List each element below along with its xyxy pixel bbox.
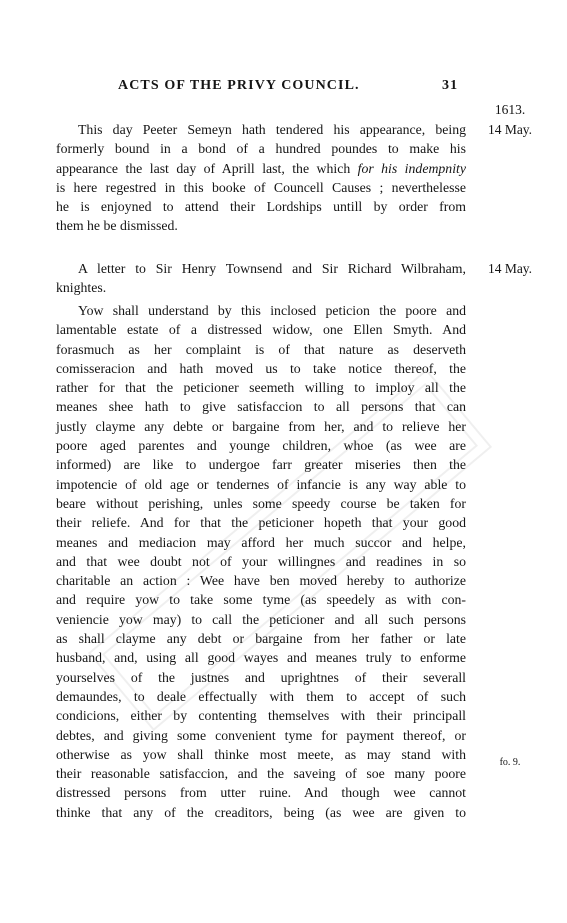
text-line: husband, and, using all good wayes and meanes truly to enforme [56, 650, 466, 666]
text-line: Yow shall understand by this inclosed peticion the poore and [78, 303, 466, 318]
text-line: meanes and mediacion may afford her much succor and helpe, [56, 534, 466, 550]
text-line: is here regestred in this booke of Councell Causes ; neverthelesse [56, 179, 466, 195]
text-line: rather for that the peticioner seemeth willing to imploy all the [56, 380, 466, 396]
entry-peeter-semeyn [56, 120, 466, 236]
text-line: otherwise as yow shall thinke most meete, as may stand with [56, 746, 466, 762]
heading-line: A letter to Sir Henry Townsend and Sir Richard Wilbraham, [78, 261, 466, 276]
italic-phrase: for his indempnity [357, 160, 466, 176]
text-line: thinke that any of the creaditors, being (as wee are given to [56, 804, 466, 820]
text-line: yourselves of the justnes and uprightnes of their severall [56, 669, 466, 685]
entry-letter-heading [56, 259, 466, 298]
text-line: meanes shee hath to give satisfaccion to all persons that can [56, 399, 466, 415]
margin-folio: fo. 9. [499, 757, 521, 768]
text-line: beare without perishing, unles some speedy course be taken for [56, 495, 466, 511]
text-line: demaundes, to deale effectually with them to accept of such [56, 688, 466, 704]
running-title: ACTS OF THE PRIVY COUNCIL. [118, 78, 360, 93]
text-line: formerly bound in a bond of a hundred poundes to make his [56, 141, 466, 157]
text-line: their reasonable satisfaccion, and the saveing of soe many poore [56, 766, 466, 782]
text-line: condicions, either by contenting themselves with their principall [56, 708, 466, 724]
heading-line: knightes. [56, 280, 107, 296]
text-line: and require yow to take some tyme (as speedely as with con- [56, 592, 466, 608]
page-number: 31 [442, 78, 459, 93]
text-line: distressed persons from utter ruine. And though wee cannot [56, 785, 466, 801]
margin-year: 1613. [494, 102, 526, 117]
text-line: poore aged parentes and younge children, whoe (as wee are [56, 438, 466, 454]
text-fragment: appearance the last day of Aprill last, the which [56, 160, 358, 176]
text-line: This day Peeter Semeyn hath tendered his appearance, being [78, 122, 466, 137]
text-line: their reliefe. And for that the peticioner hopeth that your good [56, 515, 466, 531]
text-line: debtes, and giving some convenient tyme for payment thereof, or [56, 727, 466, 743]
text-line: and that wee doubt not of your willingnes and readines in so [56, 553, 466, 569]
text-line: lamentable estate of a distressed widow, one Ellen Smyth. And [56, 322, 466, 338]
text-line-with-italic [56, 159, 466, 178]
text-line: veniencie yow may) to call the peticioner and all such persons [56, 611, 466, 627]
entry-letter-body [56, 301, 466, 822]
text-line: justly clayme any debte or bargaine from her, and to relieve her [56, 418, 466, 434]
text-line: them he be dismissed. [56, 218, 178, 234]
text-line: as shall clayme any debt or bargaine from her father or late [56, 631, 466, 647]
text-line: comisseracion and hath moved us to take notice thereof, the [56, 360, 466, 376]
margin-date-entry-1: 14 May. [487, 122, 533, 137]
text-line: charitable an action : Wee have ben moved hereby to authorize [56, 573, 466, 589]
text-line: he is enjoyned to attend their Lordships untill by order from [56, 199, 466, 215]
text-line: forasmuch as her complaint is of that nature as deserveth [56, 341, 466, 357]
text-line: informed) are like to undergoe farr greater miseries then the [56, 457, 466, 473]
margin-date-entry-2: 14 May. [487, 261, 533, 276]
text-line: impotencie of old age or tendernes of infancie is any way able to [56, 476, 466, 492]
